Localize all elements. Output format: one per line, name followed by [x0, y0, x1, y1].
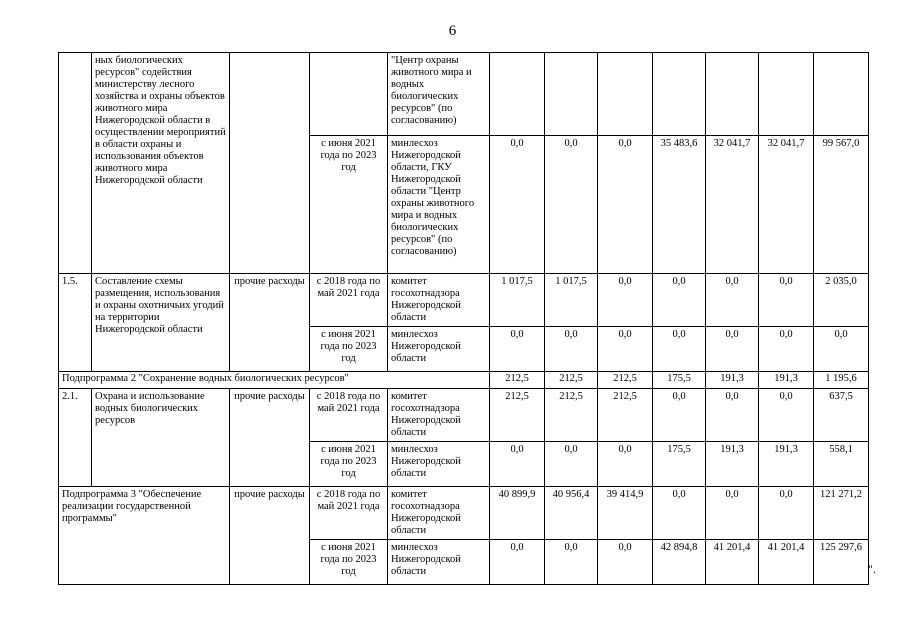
- value-cell: 191,3: [759, 442, 814, 487]
- subprogram-title-cell: Подпрограмма 2 "Сохранение водных биологических ресурсов": [59, 372, 490, 389]
- value-cell: 40 899,9: [490, 487, 545, 540]
- value-cell: 212,5: [598, 389, 653, 442]
- value-cell: 41 201,4: [706, 540, 759, 585]
- value-cell: 175,5: [653, 442, 706, 487]
- value-cell: 0,0: [653, 389, 706, 442]
- value-cell: [706, 53, 759, 136]
- period-cell: с 2018 года по май 2021 года: [310, 389, 388, 442]
- value-cell: 191,3: [759, 372, 814, 389]
- value-cell: [814, 53, 869, 136]
- executor-cell: комитет госохотнадзора Нижегородской области: [388, 389, 490, 442]
- value-cell: 0,0: [598, 274, 653, 327]
- value-cell: 39 414,9: [598, 487, 653, 540]
- value-cell: 0,0: [490, 540, 545, 585]
- value-cell: 99 567,0: [814, 136, 869, 274]
- subprogram-row: [59, 487, 869, 540]
- closing-quote: ".: [868, 562, 876, 576]
- activity-name-cell: ных биологических ресурсов" содействия министерству лесного хозяйства и охраны объектов животного мира Нижегородской области в осуществлении мероприятий в области охраны и использования объектов животного мира Нижегородской области: [92, 53, 230, 274]
- value-cell: 0,0: [653, 487, 706, 540]
- value-cell: 32 041,7: [706, 136, 759, 274]
- value-cell: [490, 53, 545, 136]
- value-cell: 0,0: [490, 327, 545, 372]
- executor-cell: "Центр охраны животного мира и водных биологических ресурсов" (по согласованию): [388, 53, 490, 136]
- period-cell: [310, 53, 388, 136]
- value-cell: 40 956,4: [545, 487, 598, 540]
- period-cell: с июня 2021 года по 2023 год: [310, 442, 388, 487]
- value-cell: 191,3: [706, 372, 759, 389]
- value-cell: 175,5: [653, 372, 706, 389]
- value-cell: 1 195,6: [814, 372, 869, 389]
- period-cell: с 2018 года по май 2021 года: [310, 487, 388, 540]
- value-cell: 0,0: [814, 327, 869, 372]
- value-cell: 0,0: [706, 389, 759, 442]
- value-cell: 0,0: [706, 274, 759, 327]
- value-cell: 212,5: [545, 389, 598, 442]
- value-cell: 558,1: [814, 442, 869, 487]
- value-cell: 0,0: [545, 442, 598, 487]
- value-cell: 121 271,2: [814, 487, 869, 540]
- period-cell: с июня 2021 года по 2023 год: [310, 540, 388, 585]
- value-cell: 0,0: [759, 389, 814, 442]
- value-cell: 0,0: [653, 327, 706, 372]
- value-cell: 0,0: [545, 136, 598, 274]
- executor-cell: минлесхоз Нижегородской области: [388, 327, 490, 372]
- executor-cell: комитет госохотнадзора Нижегородской области: [388, 487, 490, 540]
- value-cell: 41 201,4: [759, 540, 814, 585]
- value-cell: 125 297,6: [814, 540, 869, 585]
- program-budget-table: [58, 52, 869, 585]
- table-row: [59, 53, 869, 136]
- table-row: [59, 389, 869, 442]
- expense-type-cell: прочие расходы: [230, 389, 310, 487]
- table-row: [59, 274, 869, 327]
- row-number-cell: 1.5.: [59, 274, 92, 372]
- value-cell: 191,3: [706, 442, 759, 487]
- value-cell: 212,5: [490, 372, 545, 389]
- value-cell: 0,0: [759, 327, 814, 372]
- row-number-cell: 2.1.: [59, 389, 92, 487]
- period-cell: с июня 2021 года по 2023 год: [310, 136, 388, 274]
- value-cell: 0,0: [598, 540, 653, 585]
- value-cell: 0,0: [545, 327, 598, 372]
- period-cell: с июня 2021 года по 2023 год: [310, 327, 388, 372]
- value-cell: 0,0: [706, 487, 759, 540]
- value-cell: 42 894,8: [653, 540, 706, 585]
- page-number: 6: [448, 23, 457, 39]
- row-number-cell: [59, 53, 92, 274]
- value-cell: 0,0: [598, 442, 653, 487]
- expense-type-cell: прочие расходы: [230, 274, 310, 372]
- activity-name-cell: Составление схемы размещения, использования и охраны охотничьих угодий на территории Нижегородской области: [92, 274, 230, 372]
- value-cell: 35 483,6: [653, 136, 706, 274]
- executor-cell: минлесхоз Нижегородской области: [388, 540, 490, 585]
- value-cell: 32 041,7: [759, 136, 814, 274]
- period-cell: с 2018 года по май 2021 года: [310, 274, 388, 327]
- value-cell: 637,5: [814, 389, 869, 442]
- executor-cell: минлесхоз Нижегородской области: [388, 442, 490, 487]
- value-cell: 0,0: [759, 487, 814, 540]
- value-cell: [545, 53, 598, 136]
- value-cell: 0,0: [490, 442, 545, 487]
- activity-name-cell: Охрана и использование водных биологических ресурсов: [92, 389, 230, 487]
- value-cell: 212,5: [490, 389, 545, 442]
- value-cell: 1 017,5: [490, 274, 545, 327]
- subprogram-summary-row: [59, 372, 869, 389]
- value-cell: 212,5: [545, 372, 598, 389]
- value-cell: 0,0: [545, 540, 598, 585]
- value-cell: 0,0: [598, 136, 653, 274]
- expense-type-cell: [230, 53, 310, 274]
- value-cell: 212,5: [598, 372, 653, 389]
- value-cell: [759, 53, 814, 136]
- value-cell: [598, 53, 653, 136]
- subprogram-title-cell: Подпрограмма 3 "Обеспечение реализации государственной программы": [59, 487, 230, 585]
- value-cell: 2 035,0: [814, 274, 869, 327]
- value-cell: [653, 53, 706, 136]
- value-cell: 0,0: [706, 327, 759, 372]
- value-cell: 0,0: [759, 274, 814, 327]
- value-cell: 0,0: [490, 136, 545, 274]
- value-cell: 1 017,5: [545, 274, 598, 327]
- executor-cell: минлесхоз Нижегородской области, ГКУ Нижегородской области "Центр охраны животного мира и водных биологических ресурсов" (по согласованию): [388, 136, 490, 274]
- expense-type-cell: прочие расходы: [230, 487, 310, 585]
- value-cell: 0,0: [653, 274, 706, 327]
- executor-cell: комитет госохотнадзора Нижегородской области: [388, 274, 490, 327]
- value-cell: 0,0: [598, 327, 653, 372]
